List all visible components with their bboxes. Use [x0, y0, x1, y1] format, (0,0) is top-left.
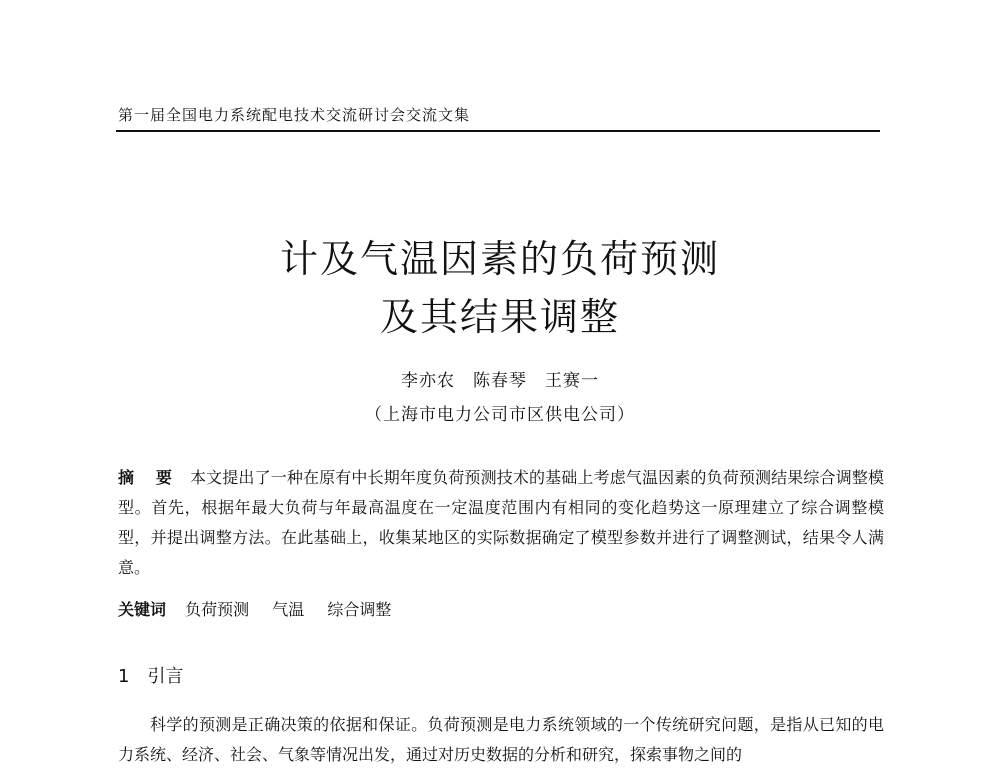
affiliation: （上海市电力公司市区供电公司）: [365, 405, 635, 425]
section-title: 引言: [147, 666, 184, 687]
abstract: [118, 463, 884, 583]
header-rule: [116, 130, 880, 132]
keyword-item: 综合调整: [327, 600, 392, 619]
paper-title-line-2: 及其结果调整: [379, 295, 620, 339]
paper-title-line-1: 计及气温因素的负荷预测: [279, 237, 720, 281]
keywords-label: 关键词: [118, 600, 167, 619]
abstract-text: 本文提出了一种在原有中长期年度负荷预测技术的基础上考虑气温因素的负荷预测结果综合调整模型。首先，根据年最大负荷与年最高温度在一定温度范围内有相同的变化趋势这一原理建立了综合调整模型，并提出调整方法。在此基础上，收集某地区的实际数据确定了模型参数并进行了调整测试，结果令人满意。: [118, 468, 884, 577]
authors: 李亦农 陈春琴 王赛一: [401, 371, 599, 391]
section-heading: [118, 662, 183, 688]
keyword-item: 气温: [272, 600, 305, 619]
abstract-label: 摘 要: [118, 468, 180, 487]
body-paragraph: 科学的预测是正确决策的依据和保证。负荷预测是电力系统领域的一个传统研究问题，是指从已知的电力系统、经济、社会、气象等情况出发，通过对历史数据的分析和研究，探索事物之间的: [118, 715, 884, 764]
running-head: 第一届全国电力系统配电技术交流研讨会交流文集: [118, 106, 471, 124]
keywords: [118, 597, 409, 620]
section-number: 1: [118, 666, 130, 687]
keyword-item: 负荷预测: [185, 600, 250, 619]
